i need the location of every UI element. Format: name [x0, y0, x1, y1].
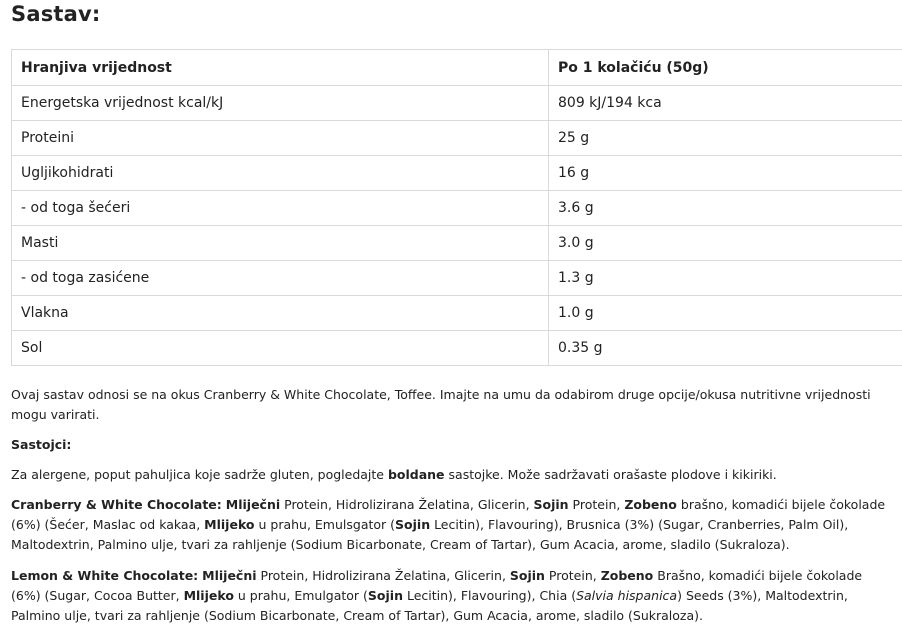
ingredients-heading	[11, 435, 891, 455]
table-header-row	[12, 50, 902, 86]
table-row	[12, 156, 902, 191]
ingredient-text: Brašno, komadići bijele čokolade (6%) (Sugar, Cocoa Butter,	[11, 568, 863, 603]
nutrient-name: Energetska vrijednost kcal/kJ	[12, 86, 549, 121]
allergen-word: Sojin	[533, 497, 569, 512]
table-row	[12, 121, 902, 156]
flavour-note: Ovaj sastav odnosi se na okus Cranberry & White Chocolate, Toffee. Imajte na umu da odabirom druge opcije/okusa nutritivne vrijednosti mogu varirati.	[11, 387, 871, 422]
table-row	[12, 261, 902, 296]
allergen-note-bold: boldane	[387, 467, 445, 482]
ingredient-text: Lecitin), Flavouring), Chia (	[402, 588, 577, 603]
nutrient-value: 3.6 g	[549, 191, 902, 226]
ingredient-text: ) Seeds (3%), Maltodextrin, Palmino ulje, tvari za rahljenje (Sodium Bicarbonate, Cream of Tartar), Gum Acacia, arome, sladilo (Sukraloza).	[11, 588, 848, 623]
allergen-note-start: Za alergene, poput pahuljica koje sadrže gluten, pogledajte	[11, 467, 388, 482]
column-header-per-cookie: Po 1 kolačiću (50g)	[549, 50, 902, 86]
allergen-word: Mliječni	[225, 497, 281, 512]
nutrient-name: Ugljikohidrati	[12, 156, 549, 191]
nutrient-name: Vlakna	[12, 296, 549, 331]
lemon-ingredients	[11, 566, 891, 626]
allergen-word: Sojin	[509, 568, 545, 583]
allergen-word: Mliječni	[202, 568, 257, 583]
allergen-note	[11, 465, 891, 485]
nutrient-value: 25 g	[549, 121, 902, 156]
nutrient-value: 3.0 g	[549, 226, 902, 261]
table-row	[12, 191, 902, 226]
ingredient-text: u prahu, Emulgator (	[233, 588, 368, 603]
allergen-word: Sojin	[367, 588, 403, 603]
table-row	[12, 296, 902, 331]
allergen-word: Mlijeko	[204, 517, 255, 532]
ingredients-heading-text: Sastojci:	[11, 437, 72, 452]
allergen-note-end: sastojke. Može sadržavati orašaste plodove i kikiriki.	[444, 467, 777, 482]
nutrient-name: - od toga šećeri	[12, 191, 549, 226]
allergen-word: Mlijeko	[183, 588, 234, 603]
latin-name: Salvia hispanica	[576, 588, 678, 603]
allergen-word: Sojin	[395, 517, 431, 532]
cranberry-ingredients	[11, 495, 891, 555]
table-row	[12, 86, 902, 121]
table-row	[12, 331, 902, 366]
ingredient-text: Protein,	[568, 497, 625, 512]
nutrient-value: 1.3 g	[549, 261, 902, 296]
ingredient-text: brašno, komadići bijele čokolade (6%) (Šećer, Maslac od kakaa,	[11, 497, 886, 532]
nutrient-value: 809 kJ/194 kca	[549, 86, 902, 121]
section-title: Sastav:	[11, 2, 101, 26]
ingredient-text: Protein, Hidrolizirana Želatina, Glicerin,	[280, 497, 534, 512]
ingredient-text: u prahu, Emulsgator (	[254, 517, 396, 532]
nutrient-value: 0.35 g	[549, 331, 902, 366]
nutrient-name: Masti	[12, 226, 549, 261]
table-row	[12, 226, 902, 261]
allergen-word: Zobeno	[600, 568, 654, 583]
ingredient-text: Protein, Hidrolizirana Želatina, Glicerin,	[256, 568, 510, 583]
column-header-nutrient: Hranjiva vrijednost	[12, 50, 549, 86]
nutrient-value: 1.0 g	[549, 296, 902, 331]
nutrient-name: Proteini	[12, 121, 549, 156]
nutrition-table	[11, 49, 902, 366]
allergen-word: Zobeno	[624, 497, 677, 512]
ingredient-text: Lecitin), Flavouring), Brusnica (3%) (Sugar, Cranberries, Palm Oil), Maltodextrin, Palmino ulje, tvari za rahljenje (Sodium Bicarbonate, Cream of Tartar), Gum Acacia, arome, sladilo (Sukraloza).	[11, 517, 849, 552]
nutrient-name: Sol	[12, 331, 549, 366]
flavour-name: Cranberry & White Chocolate:	[11, 497, 222, 512]
nutrient-name: - od toga zasićene	[12, 261, 549, 296]
ingredient-text: Protein,	[544, 568, 601, 583]
nutrient-value: 16 g	[549, 156, 902, 191]
flavour-name: Lemon & White Chocolate:	[11, 568, 199, 583]
